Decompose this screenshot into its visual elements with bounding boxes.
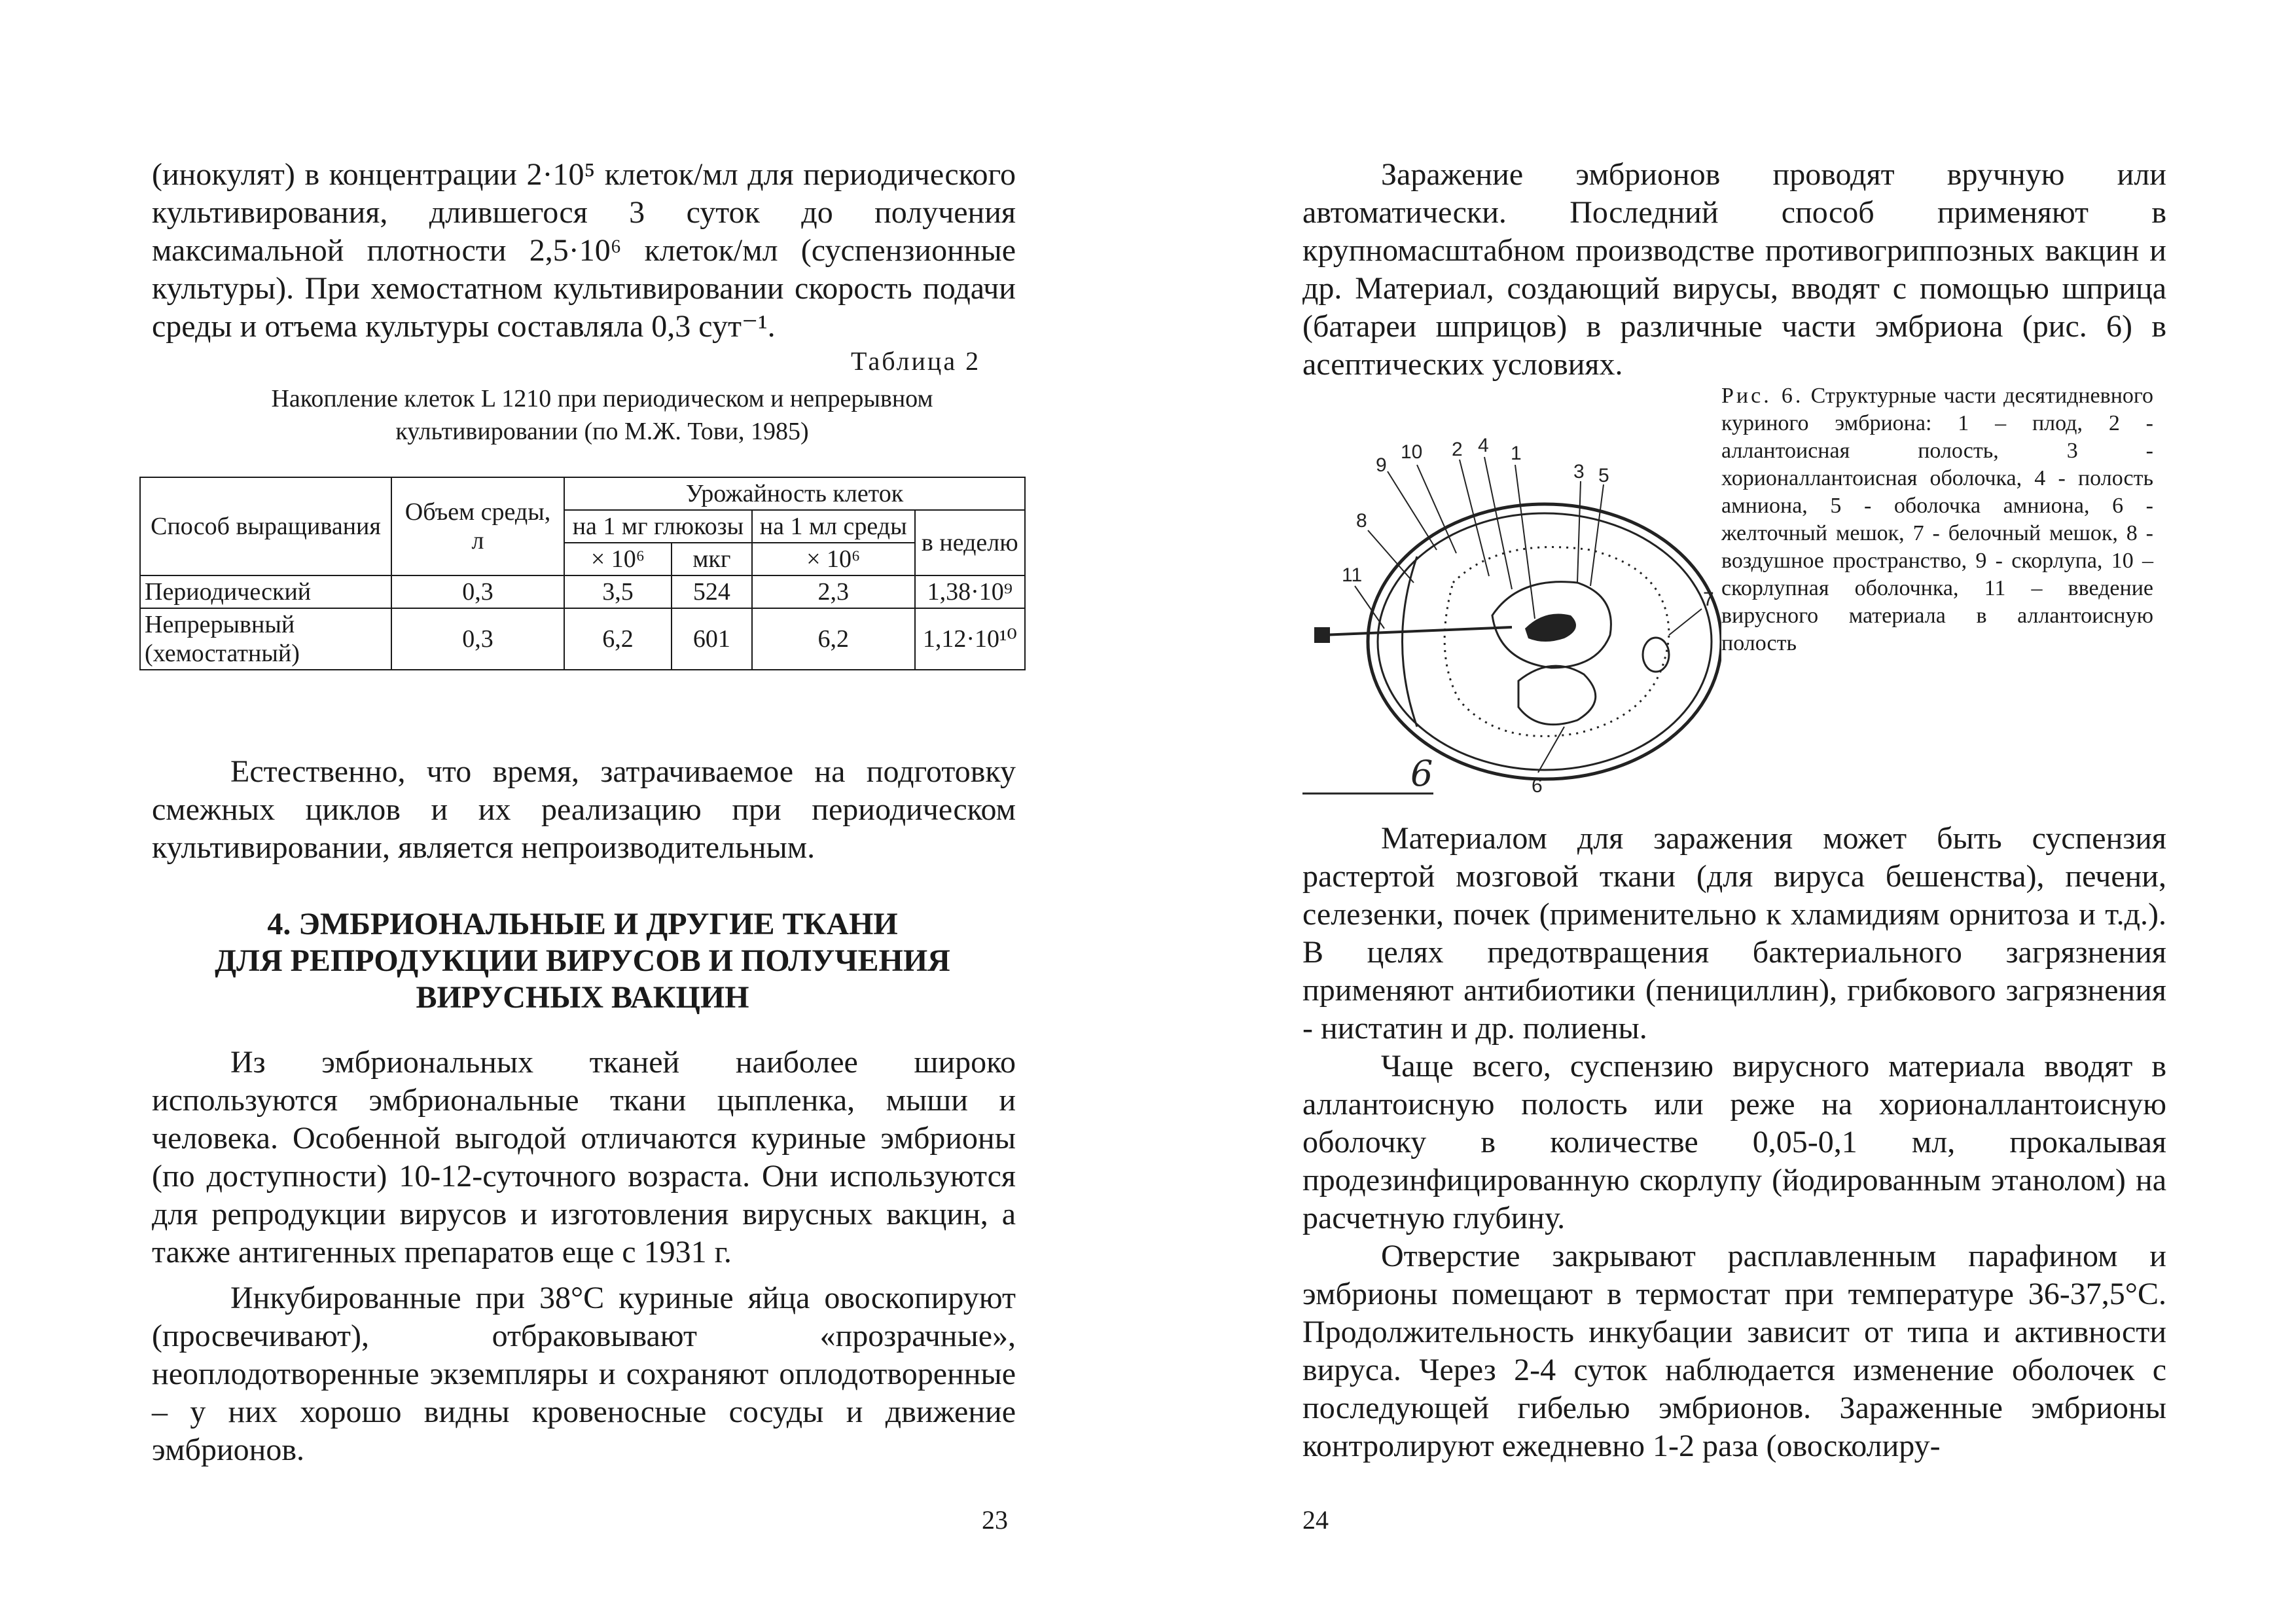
table-cell: 2,3 xyxy=(752,575,915,608)
left-paragraph-1: (инокулят) в концентрации 2·10⁵ клеток/мл для периодического культивирования, длившегося 3 суток до получения максимальной плотности 2,5·10⁶ клеток/мл (суспензионные культуры). При хемостатном культивировании скорость подачи среды и отъема культуры составляла 0,3 сут⁻¹. xyxy=(152,157,1016,344)
header-per-mg: на 1 мг глюкозы xyxy=(564,510,752,543)
cell-accumulation-table xyxy=(139,477,1026,670)
right-paragraph-2: Материалом для заражения может быть суспензия растертой мозговой ткани (для вируса бешенства), печени, селезенки, почек (применительно к хламидиям орнитоза и т.д.). В целях предотвращения бактериального загрязнения применяют антибиотики (пенициллин), грибкового загрязнения - нистатин и др. полиены. xyxy=(1302,821,2166,1046)
left-paragraph-2: Естественно, что время, затрачиваемое на подготовку смежных циклов и их реализацию при периодическом культивировании, является непроизводительным. xyxy=(152,754,1016,865)
label-2: 2 xyxy=(1452,439,1463,460)
figure-caption xyxy=(1721,382,2153,657)
left-paragraph-3: Из эмбриональных тканей наиболее широко используются эмбриональные ткани цыпленка, мыши и человека. Особенной выгодой отличаются куриные эмбрионы (по доступности) 10-12-суточного возраста. Они используются для репродукции вирусов и изготовления вирусных вакцин, а также антигенных препаратов еще с 1931 г. xyxy=(152,1045,1016,1269)
figure-label: Рис. 6. xyxy=(1721,384,1804,408)
heading-line: 4. ЭМБРИОНАЛЬНЫЕ И ДРУГИЕ ТКАНИ xyxy=(267,907,898,941)
right-page xyxy=(1148,0,2296,1623)
table-cell: 601 xyxy=(672,608,752,670)
label-4: 4 xyxy=(1478,435,1489,456)
table-cell: 1,38·10⁹ xyxy=(915,575,1025,608)
table-number: Таблица 2 xyxy=(851,346,981,376)
table-cell: 524 xyxy=(672,575,752,608)
label-8: 8 xyxy=(1356,510,1367,532)
table-cell: 0,3 xyxy=(391,608,564,670)
header-per-ml: на 1 мл среды xyxy=(752,510,915,543)
section-heading xyxy=(131,906,1034,1016)
label-3: 3 xyxy=(1573,461,1585,483)
label-10: 10 xyxy=(1401,441,1423,463)
table-row xyxy=(140,575,1025,608)
header-yield: Урожайность клеток xyxy=(564,477,1025,510)
egg-embryo-drawing xyxy=(1302,419,1721,799)
egg-embryo-figure xyxy=(1302,419,1721,799)
figure-caption-text: Структурные части десятидневного куриного эмбриона: 1 – плод, 2 - аллантоисная полость, 3 - хорионаллантоисная оболочка, 4 - полость амниона, 5 - оболочка амниона, 6 - желточный мешок, 7 - белочный мешок, 8 - воздушное пространство, 9 - скорлупа, 10 – скорлупная оболочнка, 11 – введение вирусного материала в аллантоисную полость xyxy=(1721,384,2153,655)
handwritten-number: 6 xyxy=(1410,753,1433,794)
header-method: Способ выращивания xyxy=(140,477,391,575)
air-space-boundary xyxy=(1403,556,1418,727)
table-cell: Непрерывный (хемостатный) xyxy=(140,608,391,670)
table-cell: Периодический xyxy=(140,575,391,608)
table-cell: 6,2 xyxy=(564,608,672,670)
heading-line: ДЛЯ РЕПРОДУКЦИИ ВИРУСОВ И ПОЛУЧЕНИЯ xyxy=(215,943,950,978)
header-week: в неделю xyxy=(915,510,1025,575)
page-number: 23 xyxy=(982,1505,1008,1535)
unit-cell: × 10⁶ xyxy=(752,543,915,575)
table-caption: Накопление клеток L 1210 при периодическом и непрерывном культивировании (по М.Ж. Тови, 1985) xyxy=(271,385,933,445)
table-row xyxy=(140,608,1025,670)
allantoic-cavity xyxy=(1444,547,1669,737)
heading-line: ВИРУСНЫХ ВАКЦИН xyxy=(416,980,749,1015)
table-cell: 1,12·10¹⁰ xyxy=(915,608,1025,670)
label-11: 11 xyxy=(1342,564,1363,586)
table-cell: 3,5 xyxy=(564,575,672,608)
right-paragraph-3: Чаще всего, суспензию вирусного материала вводят в аллантоисную полость или реже на хорионаллантоисную оболочку в количестве 0,05-0,1 мл, прокалывая продезинфицированную скорлупу (йодированным этанолом) на расчетную глубину. xyxy=(1302,1049,2166,1235)
table-cell: 6,2 xyxy=(752,608,915,670)
label-5: 5 xyxy=(1598,465,1609,486)
unit-cell: мкг xyxy=(672,543,752,575)
syringe-tip xyxy=(1314,627,1330,643)
header-volume: Объем среды, л xyxy=(391,477,564,575)
table-cell: 0,3 xyxy=(391,575,564,608)
right-paragraph-1: Заражение эмбрионов проводят вручную или автоматически. Последний способ применяют в крупномасштабном производстве противогриппозных вакцин и др. Материал, создающий вирусы, вводят с помощью шприца (батареи шприцов) в различные части эмбриона (рис. 6) в асептических условиях. xyxy=(1302,157,2166,382)
label-6: 6 xyxy=(1532,775,1543,797)
page-number: 24 xyxy=(1302,1505,1329,1535)
left-paragraph-4: Инкубированные при 38°С куриные яйца овоскопируют (просвечивают), отбраковывают «прозрачные», неоплодотворенные экземпляры и сохраняют оплодотворенные – у них хорошо видны кровеносные сосуды и движение эмбрионов. xyxy=(152,1281,1016,1467)
label-7: 7 xyxy=(1703,589,1714,610)
right-paragraph-4: Отверстие закрывают расплавленным парафином и эмбрионы помещают в термостат при температуре 36-37,5°С. Продолжительность инкубации зависит от типа и активности вируса. Через 2-4 суток наблюдается изменение оболочек с последующей гибелью эмбрионов. Зараженные эмбрионы контролируют ежедневно 1-2 раза (овосколиру- xyxy=(1302,1239,2166,1463)
unit-cell: × 10⁶ xyxy=(564,543,672,575)
label-9: 9 xyxy=(1376,454,1387,476)
label-1: 1 xyxy=(1511,443,1522,464)
